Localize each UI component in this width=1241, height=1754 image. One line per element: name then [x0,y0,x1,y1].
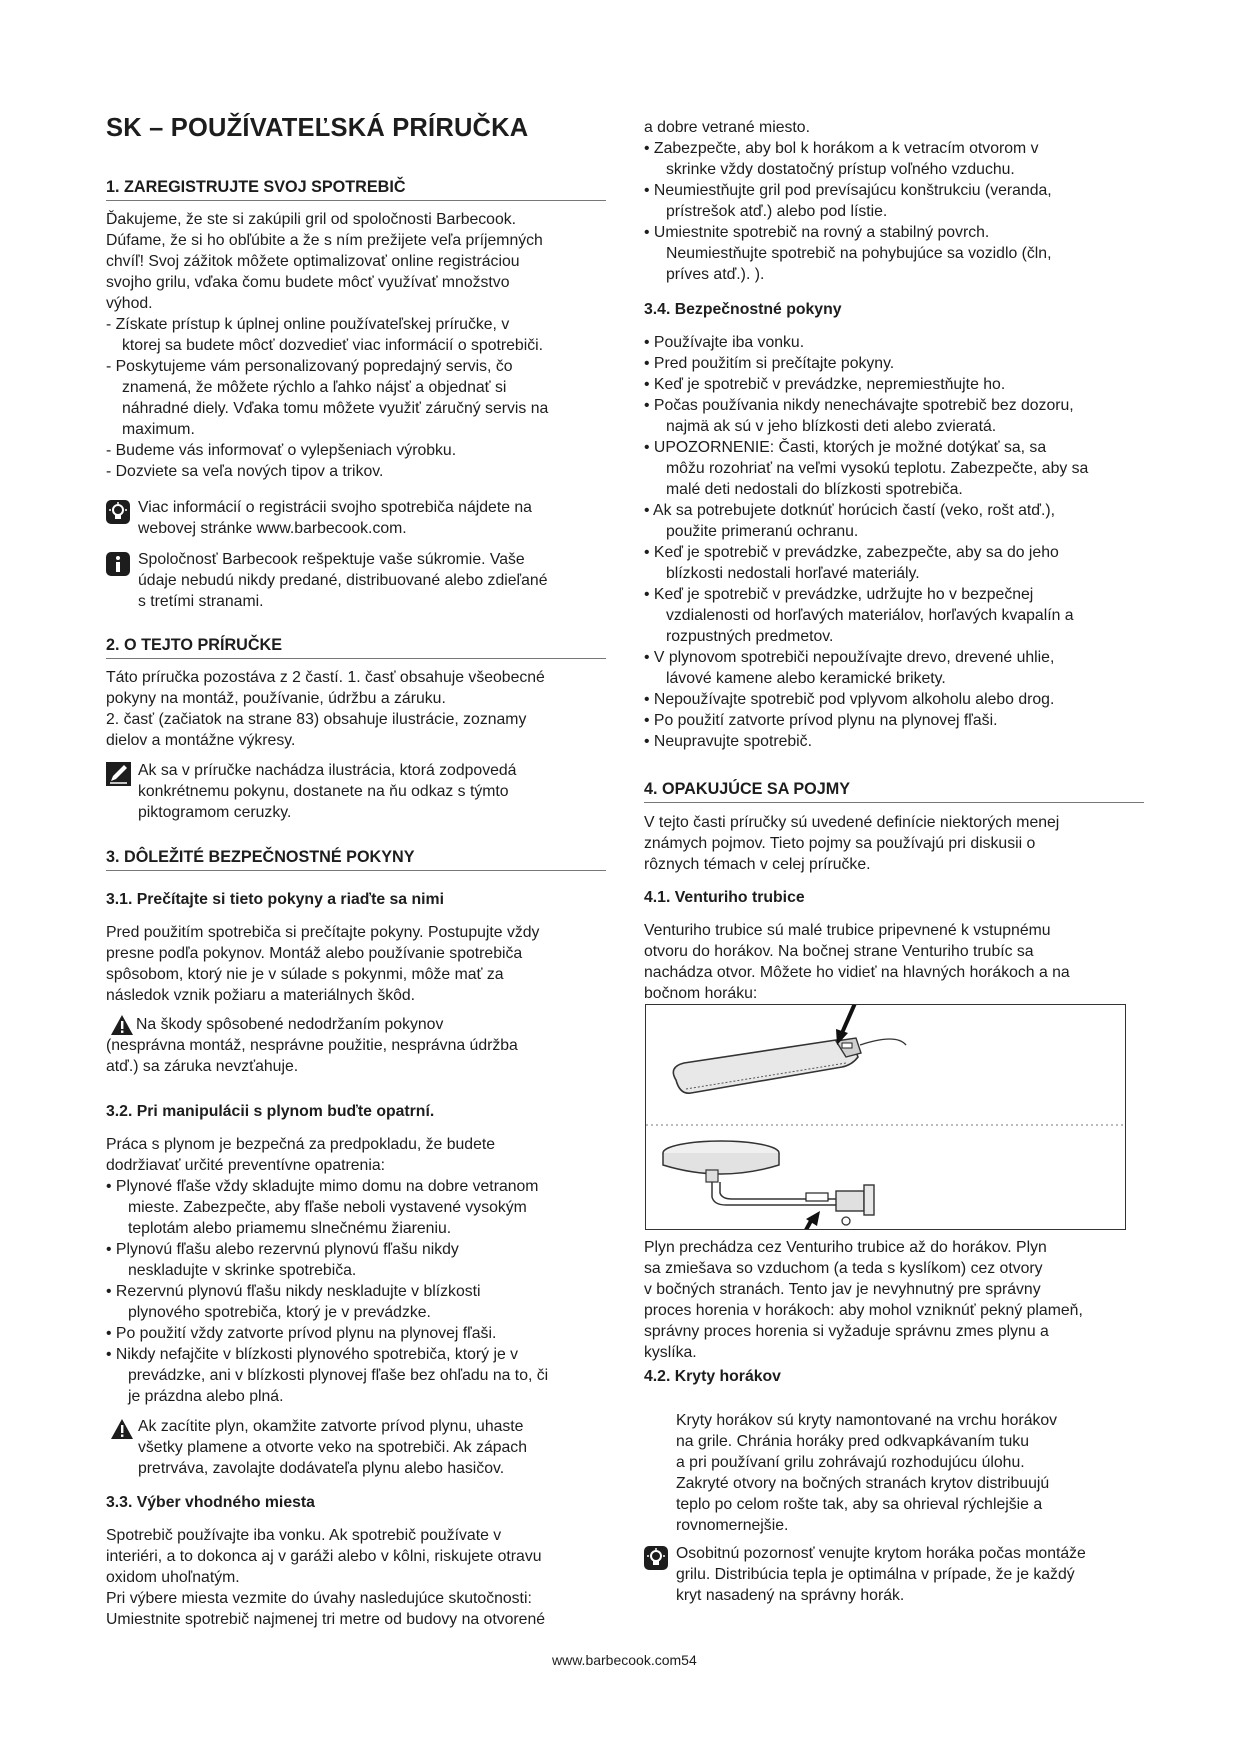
text-line: webovej stránke www.barbecook.com. [138,520,407,537]
registration-tip-note [138,497,532,539]
text-line: • Neupravujte spotrebič. [644,733,812,750]
text-line: 2. časť (začiatok na strane 83) obsahuje ilustrácie, zoznamy [106,711,527,728]
text-line: bočnom horáku: [644,985,758,1002]
text-line: Práca s plynom je bezpečná za predpokladu, že budete [106,1136,496,1153]
text-line: • Plynové fľaše vždy skladujte mimo domu na dobre vetranom [106,1178,539,1195]
text-line: nachádza otvor. Môžete ho vidieť na hlavných horákoch a na [644,964,1070,981]
text-line: • Umiestnite spotrebič na rovný a stabilný povrch. [644,224,990,241]
text-line: • Plynovú fľašu alebo rezervnú plynovú fľašu nikdy [106,1241,459,1258]
text-line: teplo po celom rošte tak, aby sa ohrieval rýchlejšie a [676,1496,1043,1513]
text-line: interiéri, a to dokonca aj v garáži alebo v kôlni, riskujete otravu [106,1548,542,1565]
text-line: a pri používaní grilu zohrávajú rozhodujúcu úlohu. [676,1454,1025,1471]
text-line: chvíľ! Svoj zážitok môžete optimalizovať online registráciou [106,253,520,270]
gas-smell-warning [138,1416,527,1479]
text-line: Spoločnosť Barbecook rešpektuje vaše súkromie. Vaše [138,551,525,568]
section-3-3-heading: 3.3. Výber vhodného miesta [106,1494,315,1511]
text-line: Dúfame, že si ho obľúbite a že s ním prežijete veľa príjemných [106,232,543,249]
warning-icon [110,1418,134,1440]
text-line: s tretími stranami. [138,593,264,610]
text-line: vzdialenosti od horľavých materiálov, horľavých kvapalín a [666,607,1074,624]
text-line: Osobitnú pozornosť venujte krytom horáka počas montáže [676,1545,1086,1562]
text-line: grilu. Distribúcia tepla je optimálna v prípade, že je každý [676,1566,1075,1583]
text-line: prevádzke, ani v blízkosti plynovej fľaše bez ohľadu na to, či [128,1367,549,1384]
text-line: • Počas používania nikdy nenechávajte spotrebič bez dozoru, [644,397,1074,414]
text-line: • Rezervnú plynovú fľašu nikdy neskladujte v blízkosti [106,1283,481,1300]
text-line: rovnomernejšie. [676,1517,789,1534]
text-line: • Ak sa potrebujete dotknúť horúcich častí (veko, rošt atď.), [644,502,1056,519]
text-line: • Po použití zatvorte prívod plynu na plynovej fľaši. [644,712,998,729]
section-3-2-text [106,1134,548,1407]
text-line: lávové kamene alebo keramické brikety. [666,670,946,687]
text-line: - Dozviete sa veľa nových tipov a trikov. [106,463,384,480]
section-2-text [106,667,545,751]
lightbulb-tip-icon [644,1546,668,1570]
text-line: kyslíka. [644,1344,697,1361]
text-line: dodržiavať určité preventívne opatrenia: [106,1157,386,1174]
text-line: príves atď.). ). [666,266,765,283]
text-line: a dobre vetrané miesto. [644,119,810,136]
text-line: rôznych témach v celej príručke. [644,856,871,873]
section-3-1-heading: 3.1. Prečítajte si tieto pokyny a riaďte sa nimi [106,891,444,908]
section-4-2-text [676,1410,1057,1536]
text-line: všetky plamene a otvorte veko na spotrebiči. Ak zápach [138,1439,527,1456]
text-line: • Keď je spotrebič v prevádzke, nepremiestňujte ho. [644,376,1006,393]
text-line: je prázdna alebo plná. [128,1388,284,1405]
text-line: výhod. [106,295,153,312]
section-4-1-after-figure [644,1237,1083,1363]
text-line: • Keď je spotrebič v prevádzke, zabezpečte, aby sa do jeho [644,544,1059,561]
text-line: Pred použitím spotrebiča si prečítajte pokyny. Postupujte vždy [106,924,540,941]
venturi-tube-figure [645,1004,1126,1230]
text-line: plynového spotrebiča, ktorý je v prevádzke. [128,1304,431,1321]
text-line: pokyny na montáž, používanie, údržbu a záruku. [106,690,446,707]
text-line: • Nikdy nefajčite v blízkosti plynového spotrebiča, ktorý je v [106,1346,519,1363]
text-line: • UPOZORNENIE: Časti, ktorých je možné dotýkať sa, sa [644,439,1047,456]
lightbulb-tip-icon [106,500,130,524]
text-line: Kryty horákov sú kryty namontované na vrchu horákov [676,1412,1058,1429]
section-4-1-heading: 4.1. Venturiho trubice [644,889,805,906]
text-line: spôsobom, ktorý nie je v súlade s pokynmi, môže mať za [106,966,504,983]
main-burner-illustration [673,1038,906,1093]
section-3-heading: 3. DÔLEŽITÉ BEZPEČNOSTNÉ POKYNY [106,848,606,871]
text-line: blízkosti nedostali horľavé materiály. [666,565,920,582]
section-3-3-continued [644,117,1052,285]
text-line: • Neumiestňujte gril pod prevísajúcu konštrukciu (veranda, [644,182,1052,199]
section-1-heading: 1. ZAREGISTRUJTE SVOJ SPOTREBIČ [106,178,606,201]
text-line: na grile. Chránia horáky pred odkvapkávaním tuku [676,1433,1029,1450]
text-line: • Po použití vždy zatvorte prívod plynu na plynovej fľaši. [106,1325,497,1342]
text-line: náhradné diely. Vďaka tomu môžete využiť záručný servis na [122,400,549,417]
text-line: v bočných stranách. Tento jav je nevyhnutný pre správny [644,1281,1041,1298]
privacy-note [138,549,548,612]
text-line: otvoru do horákov. Na bočnej strane Venturiho trubíc sa [644,943,1034,960]
text-line: proces horenia v horákoch: aby mohol vzniknúť pekný plameň, [644,1302,1083,1319]
text-line: známych pojmov. Tieto pojmy sa používajú pri diskusii o [644,835,1036,852]
text-line: konkrétnemu pokynu, dostanete na ňu odkaz s týmto [138,783,509,800]
text-line: Umiestnite spotrebič najmenej tri metre od budovy na otvorené [106,1611,546,1628]
text-line: • Keď je spotrebič v prevádzke, udržujte ho v bezpečnej [644,586,1034,603]
text-line: kryt nasadený na správny horák. [676,1587,905,1604]
section-3-2-heading: 3.2. Pri manipulácii s plynom buďte opatrní. [106,1103,435,1120]
pencil-icon [106,762,131,786]
section-1-intro [106,209,548,482]
text-line: atď.) sa záruka nevzťahuje. [106,1058,299,1075]
section-3-1-text [106,922,539,1006]
text-line: piktogramom ceruzky. [138,804,292,821]
text-line: neskladujte v skrinke spotrebiča. [128,1262,357,1279]
text-line: • Nepoužívajte spotrebič pod vplyvom alkoholu alebo drog. [644,691,1055,708]
text-line: rozpustných predmetov. [666,628,834,645]
text-line: pretrváva, zavolajte dodávateľa plynu alebo hasičov. [138,1460,505,1477]
text-line: Viac informácií o registrácii svojho spotrebiča nájdete na [138,499,532,516]
text-line: Táto príručka pozostáva z 2 častí. 1. časť obsahuje všeobecné [106,669,545,686]
text-line: Venturiho trubice sú malé trubice pripevnené k vstupnému [644,922,1051,939]
text-line: skrinke vždy dostatočný prístup voľného vzduchu. [666,161,1015,178]
text-line: prístrešok atď.) alebo pod lístie. [666,203,888,220]
text-line: mieste. Zabezpečte, aby fľaše neboli vystavené vysokým [128,1199,527,1216]
page-footer: www.barbecook.com54 [552,1652,697,1668]
text-line: sa zmiešava so vzduchom (a teda s kyslíkom) cez otvory [644,1260,1043,1277]
text-line: použite primeranú ochranu. [666,523,859,540]
text-line: údaje nebudú nikdy predané, distribuované alebo zdieľané [138,572,548,589]
text-line: - Získate prístup k úplnej online používateľskej príručke, v [106,316,510,333]
info-icon [106,552,130,576]
section-3-3-text [106,1525,545,1630]
text-line: - Budeme vás informovať o vylepšeniach výrobku. [106,442,457,459]
text-line: Spotrebič používajte iba vonku. Ak spotrebič používate v [106,1527,502,1544]
section-2-heading: 2. O TEJTO PRÍRUČKE [106,636,606,659]
text-line: Ak sa v príručke nachádza ilustrácia, ktorá zodpovedá [138,762,517,779]
section-3-4-heading: 3.4. Bezpečnostné pokyny [644,301,842,318]
section-4-heading: 4. OPAKUJÚCE SA POJMY [644,780,1144,803]
text-line: • V plynovom spotrebiči nepoužívajte drevo, drevené uhlie, [644,649,1055,666]
warranty-warning [106,1014,518,1077]
section-4-1-text [644,920,1070,1004]
section-3-4-text [644,332,1088,752]
text-line: ktorej sa budete môcť dozvedieť viac informácií o spotrebiči. [122,337,544,354]
text-line: Na škody spôsobené nedodržaním pokynov [136,1016,444,1033]
text-line: • Používajte iba vonku. [644,334,805,351]
section-4-text [644,812,1059,875]
text-line: Neumiestňujte spotrebič na pohybujúce sa vozidlo (čln, [666,245,1052,262]
arrow-icon [801,1211,820,1230]
side-burner-illustration [663,1141,874,1225]
burner-cover-tip-note [676,1543,1086,1606]
text-line: - Poskytujeme vám personalizovaný popredajný servis, čo [106,358,513,375]
text-line: môžu rozohriať na veľmi vysokú teplotu. Zabezpečte, aby sa [666,460,1089,477]
text-line: najmä ak sú v jeho blízkosti deti alebo zvieratá. [666,418,997,435]
section-4-2-heading: 4.2. Kryty horákov [644,1368,781,1385]
text-line: maximum. [122,421,195,438]
text-line: Ďakujeme, že ste si zakúpili gril od spoločnosti Barbecook. [106,211,517,228]
text-line: Ak zacítite plyn, okamžite zatvorte prívod plynu, uhaste [138,1418,524,1435]
pencil-note [138,760,516,823]
text-line: Zakryté otvory na bočných stranách krytov distribuujú [676,1475,1050,1492]
text-line: oxidom uhoľnatým. [106,1569,240,1586]
text-line: presne podľa pokynov. Montáž alebo používanie spotrebiča [106,945,523,962]
text-line: teplotám alebo priamemu slnečnému žiareniu. [128,1220,452,1237]
text-line: znamená, že môžete rýchlo a ľahko nájsť a objednať si [122,379,507,396]
text-line: Pri výbere miesta vezmite do úvahy nasledujúce skutočnosti: [106,1590,532,1607]
text-line: následok vznik požiaru a materiálnych škôd. [106,987,416,1004]
text-line: Plyn prechádza cez Venturiho trubice až do horákov. Plyn [644,1239,1047,1256]
text-line: svojho grilu, vďaka čomu budete môcť využívať množstvo [106,274,510,291]
text-line: V tejto časti príručky sú uvedené definície niektorých menej [644,814,1060,831]
text-line: správny proces horenia si vyžaduje správnu zmes plynu a [644,1323,1049,1340]
text-line: malé deti nedostali do blízkosti spotrebiča. [666,481,963,498]
text-line: dielov a montážne výkresy. [106,732,296,749]
text-line: • Zabezpečte, aby bol k horákom a k vetracím otvorom v [644,140,1039,157]
text-line: (nesprávna montáž, nesprávne použitie, nesprávna údržba [106,1037,518,1054]
text-line: • Pred použitím si prečítajte pokyny. [644,355,895,372]
page-title: SK – POUŽÍVATEĽSKÁ PRÍRUČKA [106,114,529,142]
